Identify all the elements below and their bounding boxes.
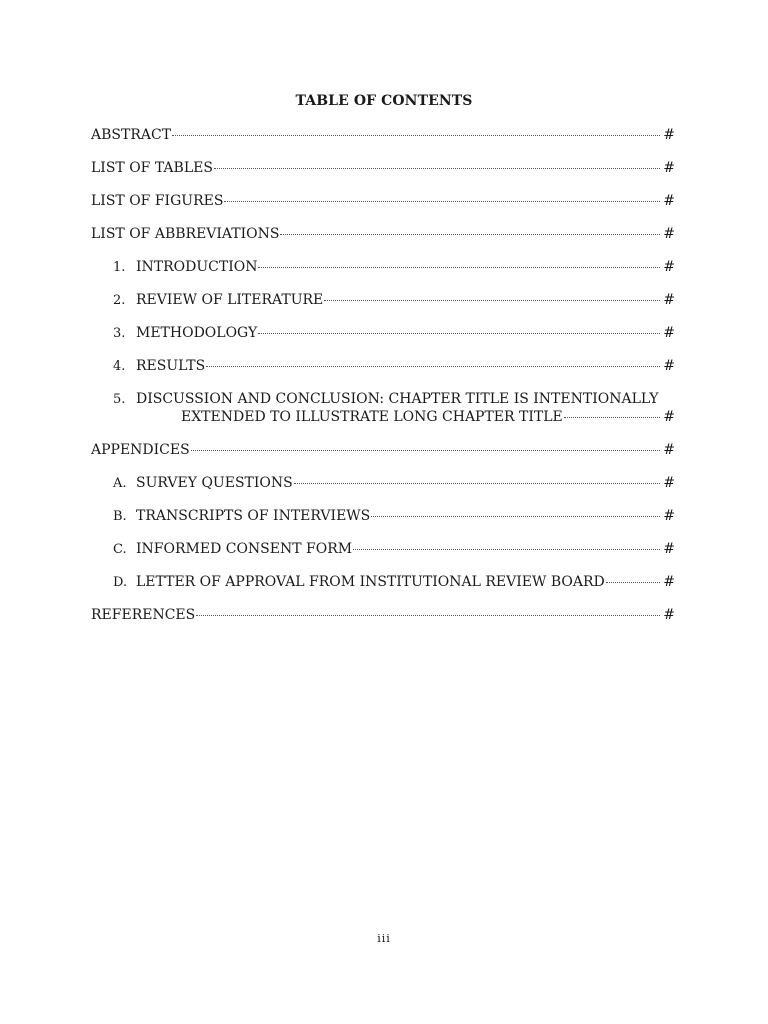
chapter-title: REVIEW OF LITERATURE	[136, 292, 324, 308]
toc-entry-page: #	[663, 607, 675, 623]
appendix-letter: C.	[113, 542, 127, 557]
dot-leader	[371, 515, 660, 517]
chapter-number: 2.	[113, 293, 126, 308]
appendix-letter: B.	[113, 509, 127, 524]
toc-entry-label: REFERENCES	[91, 607, 196, 623]
table-of-contents	[91, 127, 675, 623]
dot-leader	[324, 299, 660, 301]
dot-leader	[224, 200, 660, 202]
chapter-title: INTRODUCTION	[136, 259, 258, 275]
appendix-title: SURVEY QUESTIONS	[136, 475, 293, 491]
toc-entry-list-of-figures	[91, 193, 675, 209]
toc-entry-list-of-tables	[91, 160, 675, 176]
footer-page-number: iii	[377, 932, 391, 945]
chapter-title: RESULTS	[136, 358, 206, 374]
dot-leader	[258, 266, 660, 268]
toc-entry-label: LIST OF TABLES	[91, 160, 213, 176]
dot-leader	[258, 332, 660, 334]
appendix-title: LETTER OF APPROVAL FROM INSTITUTIONAL REVIEW BOARD	[136, 574, 605, 590]
toc-chapter-3	[91, 325, 675, 341]
toc-chapter-1	[91, 259, 675, 275]
chapter-number: 5.	[113, 392, 126, 407]
toc-entry-page: #	[663, 574, 675, 590]
chapter-number: 1.	[113, 260, 126, 275]
toc-entry-abstract	[91, 127, 675, 143]
toc-entry-appendices	[91, 442, 675, 458]
dot-leader	[294, 482, 661, 484]
chapter-title: DISCUSSION AND CONCLUSION: CHAPTER TITLE IS INTENTIONALLY	[136, 391, 659, 407]
chapter-title-line-1	[113, 391, 675, 407]
toc-entry-page: #	[663, 127, 675, 143]
chapter-title-line-2	[113, 409, 675, 425]
chapter-title: METHODOLOGY	[136, 325, 258, 341]
toc-entry-label: LIST OF FIGURES	[91, 193, 224, 209]
toc-entry-page: #	[663, 193, 675, 209]
dot-leader	[564, 416, 661, 418]
dot-leader	[191, 449, 661, 451]
toc-chapter-2	[91, 292, 675, 308]
page-title: TABLE OF CONTENTS	[295, 93, 473, 109]
chapter-number: 3.	[113, 326, 126, 341]
chapter-title-continued: EXTENDED TO ILLUSTRATE LONG CHAPTER TITLE	[181, 409, 563, 425]
toc-appendix-a	[91, 475, 675, 491]
dot-leader	[206, 365, 660, 367]
toc-entry-page: #	[663, 541, 675, 557]
chapter-number: 4.	[113, 359, 126, 374]
toc-chapter-4	[91, 358, 675, 374]
dot-leader	[280, 233, 660, 235]
dot-leader	[353, 548, 660, 550]
appendix-letter: D.	[113, 575, 128, 590]
appendix-letter: A.	[113, 476, 127, 491]
appendix-title: INFORMED CONSENT FORM	[136, 541, 353, 557]
toc-entry-page: #	[663, 358, 675, 374]
toc-entry-list-of-abbreviations	[91, 226, 675, 242]
toc-entry-page: #	[663, 292, 675, 308]
dot-leader	[214, 167, 660, 169]
toc-appendix-c	[91, 541, 675, 557]
toc-chapter-5	[91, 391, 675, 425]
dot-leader	[172, 134, 660, 136]
toc-entry-page: #	[663, 325, 675, 341]
toc-entry-page: #	[663, 259, 675, 275]
toc-entry-page: #	[663, 442, 675, 458]
toc-appendix-b	[91, 508, 675, 524]
dot-leader	[196, 614, 660, 616]
toc-entry-label: ABSTRACT	[91, 127, 172, 143]
toc-entry-label: APPENDICES	[91, 442, 190, 458]
toc-entry-page: #	[663, 409, 675, 425]
toc-entry-references	[91, 607, 675, 623]
appendix-title: TRANSCRIPTS OF INTERVIEWS	[136, 508, 371, 524]
toc-appendix-d	[91, 574, 675, 590]
toc-entry-page: #	[663, 475, 675, 491]
toc-entry-page: #	[663, 160, 675, 176]
toc-entry-label: LIST OF ABBREVIATIONS	[91, 226, 280, 242]
toc-entry-page: #	[663, 226, 675, 242]
dot-leader	[606, 581, 661, 583]
toc-entry-page: #	[663, 508, 675, 524]
